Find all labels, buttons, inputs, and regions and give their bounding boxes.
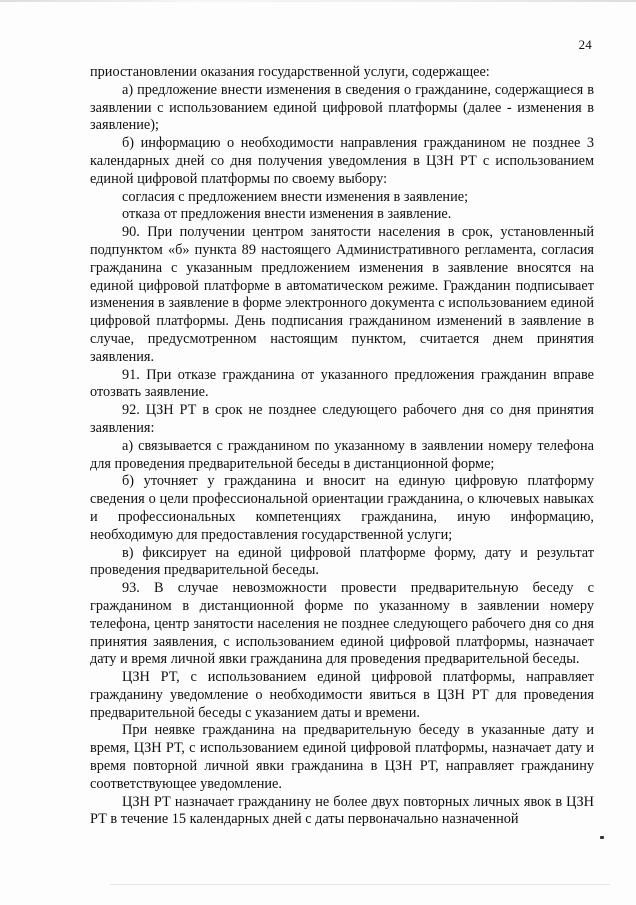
document-body xyxy=(90,64,594,829)
paragraph-12: ЦЗН РТ, с использованием единой цифровой платформы, направляет гражданину уведомление о необходимости явиться в ЦЗН РТ для проведения предварительной беседы с указанием даты и времени. xyxy=(90,669,594,721)
paragraph-10: в) фиксирует на единой цифровой платформе форму, дату и результат проведения предварительной беседы. xyxy=(90,544,594,579)
paragraph-14: ЦЗН РТ назначает гражданину не более двух повторных личных явок в ЦЗН РТ в течение 15 календарных дней с даты первоначально назначенной xyxy=(90,793,594,828)
paragraph-9: б) уточняет у гражданина и вносит на единую цифровую платформу сведения о цели профессиональной ориентации гражданина, о ключевых навыках и профессиональных компетенциях гражданина, иную информацию, необходимую для предоставления государственной услуги; xyxy=(90,473,594,543)
paragraph-0: приостановлении оказания государственной услуги, содержащее: xyxy=(90,64,490,80)
scan-top-edge xyxy=(0,0,636,2)
paragraph-6: 91. При отказе гражданина от указанного предложения гражданин вправе отозвать заявление. xyxy=(90,366,594,401)
page-number: 24 xyxy=(578,37,592,52)
paragraph-7: 92. ЦЗН РТ в срок не позднее следующего рабочего дня со дня принятия заявления: xyxy=(90,402,594,436)
scan-bottom-edge xyxy=(110,884,610,885)
paragraph-1: а) предложение внести изменения в сведения о гражданине, содержащиеся в заявлении с использованием единой цифровой платформы (далее - изменения в заявление); xyxy=(90,81,594,134)
paragraph-5: 90. При получении центром занятости населения в срок, установленный подпунктом «б» пункта 89 настоящего Административного регламента, согласия гражданина с указанным предложением изменения в заявление вносятся на единой цифровой платформе в автоматическом режиме. Гражданин подписывает изменения в заявление в форме электронного документа с использованием единой цифровой платформы. День подписания гражданином изменений в заявление в случае, предусмотренном настоящим пунктом, считается днем принятия заявления. xyxy=(90,224,594,365)
scan-speck xyxy=(600,836,604,839)
paragraph-11: 93. В случае невозможности провести предварительную беседу с гражданином в дистанционной форме по указанному в заявлении номеру телефона, центр занятости населения не позднее следующего рабочего дня со дня принятия заявления, с использованием единой цифровой платформы, назначает дату и время личной явки гражданина для проведения предварительной беседы. xyxy=(90,580,594,668)
paragraph-4: отказа от предложения внести изменения в заявление. xyxy=(122,206,452,223)
paragraph-8: а) связывается с гражданином по указанному в заявлении номеру телефона для проведения предварительной беседы в дистанционной форме; xyxy=(90,437,594,472)
paragraph-3: согласия с предложением внести изменения в заявление; xyxy=(122,188,469,205)
paragraph-13: При неявке гражданина на предварительную беседу в указанные дату и время, ЦЗН РТ, с использованием единой цифровой платформы, назначает дату и время повторной личной явки гражданина в ЦЗН РТ, направляет гражданину соответствующее уведомление. xyxy=(90,722,594,792)
paragraph-2: б) информацию о необходимости направления гражданином не позднее 3 календарных дней со дня получения уведомления в ЦЗН РТ с использованием единой цифровой платформы по своему выбору: xyxy=(90,135,594,187)
